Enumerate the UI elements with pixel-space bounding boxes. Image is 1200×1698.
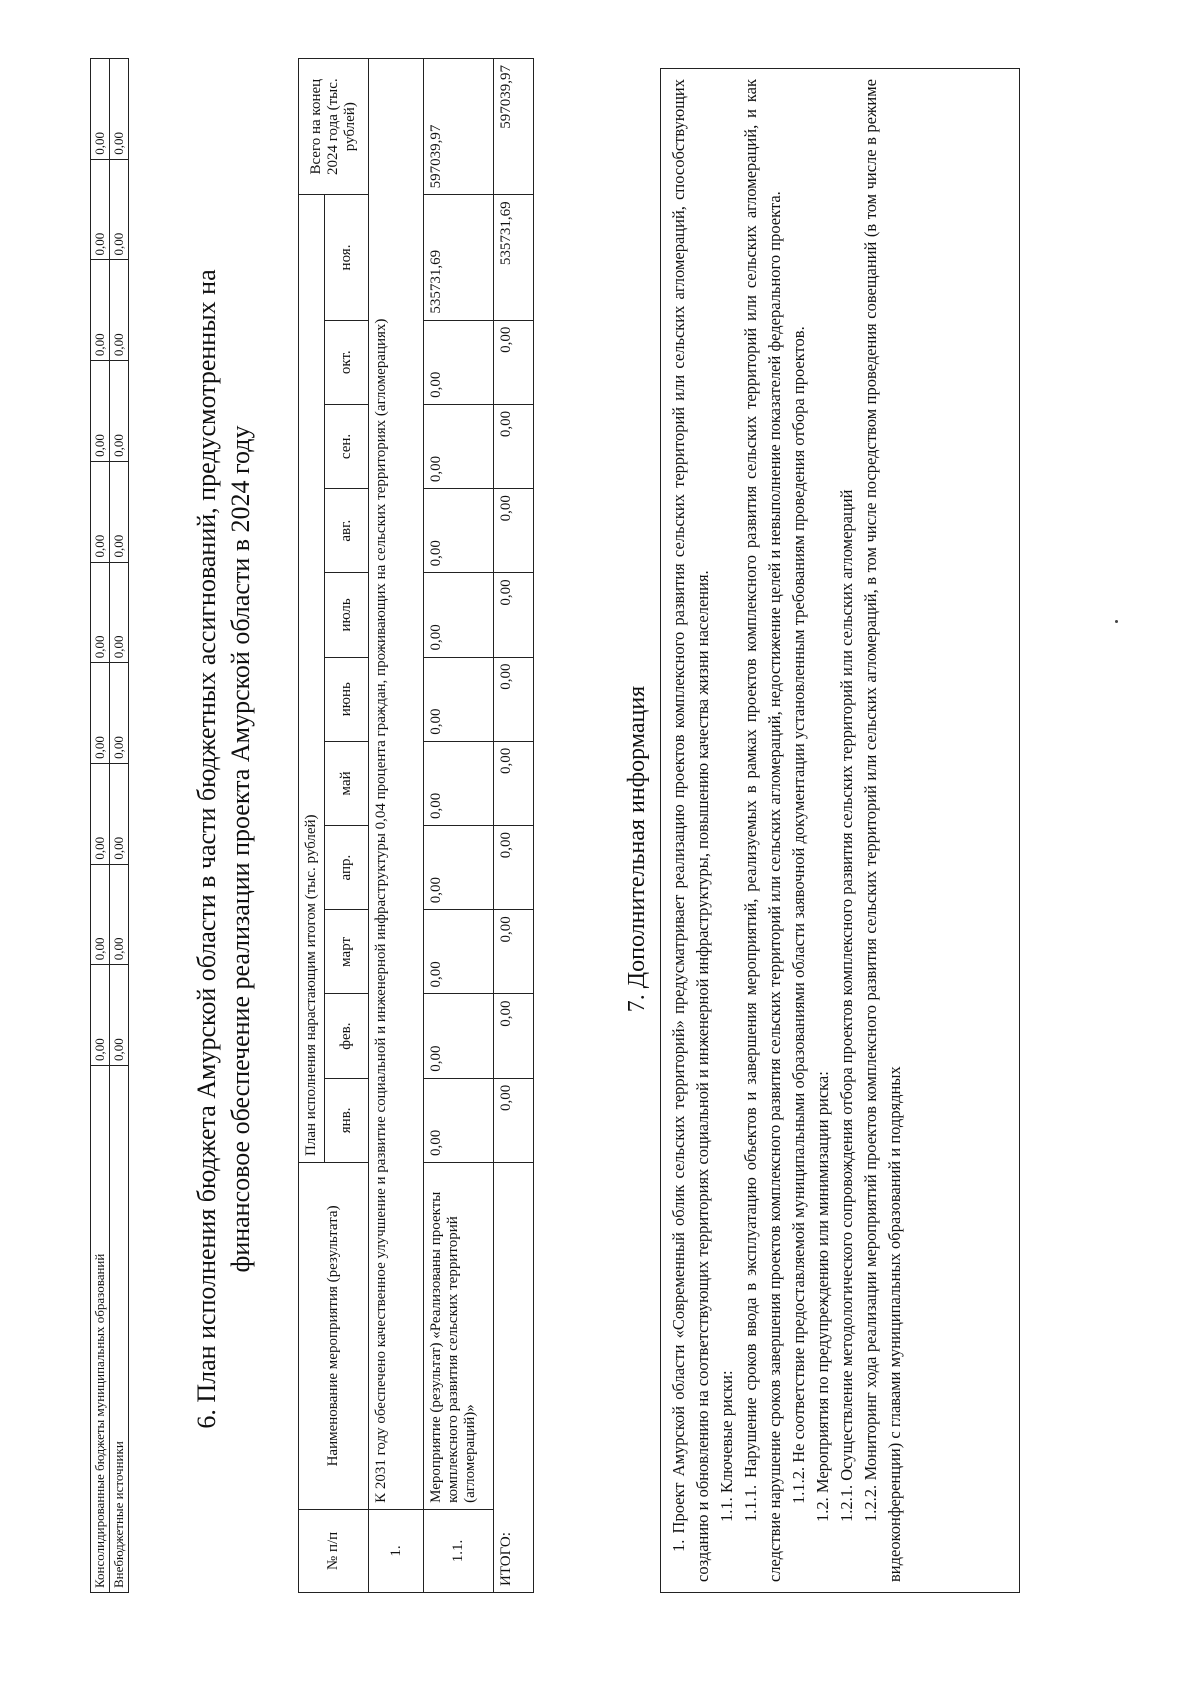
- funding-cell: 0,00: [110, 864, 129, 965]
- header-month: май: [325, 741, 369, 825]
- header-month: март: [325, 910, 369, 994]
- funding-row: [91, 59, 110, 1593]
- total-month-value: 0,00: [494, 657, 534, 741]
- event-number: 1.1.: [424, 1509, 494, 1592]
- funding-cell: 0,00: [110, 965, 129, 1066]
- funding-cell: 0,00: [110, 461, 129, 562]
- info-paragraph-4: 1.1.2. Не соответствие предоставляемой муниципальными образованиями области заявочной документации установленным требованиям проведения отбора проектов.: [789, 326, 808, 1504]
- event-total-value: 597039,97: [424, 59, 494, 195]
- section6-title-line2: финансовое обеспечение реализации проекта Амурской области в 2024 году: [226, 425, 255, 1273]
- funding-cell: 0,00: [110, 59, 129, 160]
- info-paragraph-6: 1.2.1. Осуществление методологического сопровождения отбора проектов комплексного развития сельских территорий или сельских агломераций: [837, 489, 856, 1522]
- event-month-value: 0,00: [424, 910, 494, 994]
- total-month-value: 535731,69: [494, 195, 534, 320]
- funding-cell: 0,00: [91, 59, 110, 160]
- info-paragraph-1: 1. Проект Амурской области «Современный облик сельских территорий» предусматривает реализацию проектов комплексного развития сельских территорий или сельских агломераций, способствующих созданию и обновлению на соответствующих территориях социальной и инженерной инфраструктуры, повышению качества жизни населения.: [669, 79, 712, 1582]
- event-month-value: 535731,69: [424, 195, 494, 320]
- header-month: янв.: [325, 1078, 369, 1162]
- funding-cell: 0,00: [91, 159, 110, 260]
- total-total-value: 597039,97: [494, 59, 534, 195]
- funding-sources-table: [90, 58, 129, 1593]
- goal-text: К 2031 году обеспечено качественное улучшение и развитие социальной и инженерной инфраструктуры 0,04 процента граждан, проживающих на сельских территориях (агломерациях): [369, 59, 424, 1510]
- header-plan: План исполнения нарастающим итогом (тыс. рублей): [299, 195, 325, 1163]
- funding-row-label: Внебюджетные источники: [110, 1065, 129, 1592]
- info-paragraph-3: 1.1.1. Нарушение сроков ввода в эксплуатацию объектов и завершения мероприятий, реализуемых в рамках проектов комплексного развития сельских территорий или сельских агломераций, и как следствие нарушение сроков завершения проектов комплексного развития сельских территорий или сельских агломераций, недостижение целей и невыполнение показателей федерального проекта.: [741, 79, 784, 1582]
- header-month: ноя.: [325, 195, 369, 320]
- funding-row-label: Консолидированные бюджеты муниципальных образований: [91, 1065, 110, 1592]
- total-month-value: 0,00: [494, 1078, 534, 1162]
- event-month-value: 0,00: [424, 741, 494, 825]
- funding-cell: 0,00: [91, 361, 110, 462]
- header-number: № п/п: [299, 1509, 369, 1592]
- event-month-value: 0,00: [424, 489, 494, 573]
- total-month-value: 0,00: [494, 826, 534, 910]
- total-month-value: 0,00: [494, 489, 534, 573]
- funding-cell: 0,00: [110, 159, 129, 260]
- header-month: июль: [325, 573, 369, 657]
- header-month: апр.: [325, 826, 369, 910]
- funding-cell: 0,00: [110, 663, 129, 764]
- event-month-value: 0,00: [424, 994, 494, 1078]
- header-month: авг.: [325, 489, 369, 573]
- additional-info-box: [660, 68, 1020, 1593]
- total-month-value: 0,00: [494, 404, 534, 488]
- funding-cell: 0,00: [91, 461, 110, 562]
- total-month-value: 0,00: [494, 910, 534, 994]
- section7-title: 7. Дополнительная информация: [624, 685, 650, 1013]
- total-month-value: 0,00: [494, 573, 534, 657]
- goal-number: 1.: [369, 1509, 424, 1592]
- funding-cell: 0,00: [91, 260, 110, 361]
- total-month-value: 0,00: [494, 994, 534, 1078]
- total-month-value: 0,00: [494, 320, 534, 404]
- funding-cell: 0,00: [110, 361, 129, 462]
- funding-cell: 0,00: [110, 562, 129, 663]
- budget-plan-table: [298, 58, 534, 1593]
- info-paragraph-2: 1.1. Ключевые риски:: [717, 1370, 736, 1522]
- header-month: сен.: [325, 404, 369, 488]
- funding-cell: 0,00: [110, 260, 129, 361]
- funding-cell: 0,00: [91, 663, 110, 764]
- funding-cell: 0,00: [110, 763, 129, 864]
- funding-cell: 0,00: [91, 864, 110, 965]
- header-month: окт.: [325, 320, 369, 404]
- event-month-value: 0,00: [424, 657, 494, 741]
- total-month-value: 0,00: [494, 741, 534, 825]
- header-month: июнь: [325, 657, 369, 741]
- header-name: Наименование мероприятия (результата): [299, 1162, 369, 1509]
- header-month: фев.: [325, 994, 369, 1078]
- info-paragraph-7: 1.2.2. Мониторинг хода реализации мероприятий проектов комплексного развития сельских территорий или сельских агломераций, в том числе посредством проведения совещаний (в том числе в режиме видеоконференции) с главами муниципальных образований и подрядных: [861, 79, 904, 1582]
- event-name: Мероприятие (результат) «Реализованы проекты комплексного развития сельских территорий (агломераций)»: [424, 1162, 494, 1509]
- total-label: ИТОГО:: [494, 1162, 534, 1592]
- info-paragraph-5: 1.2. Мероприятия по предупреждению или минимизации риска:: [813, 1071, 832, 1522]
- event-month-value: 0,00: [424, 404, 494, 488]
- funding-cell: 0,00: [91, 965, 110, 1066]
- header-total: Всего на конец 2024 года (тыс. рублей): [299, 59, 369, 195]
- scan-speck: [1115, 620, 1118, 623]
- section6-title-line1: 6. План исполнения бюджета Амурской области в части бюджетных ассигнований, предусмотренных на: [192, 269, 221, 1429]
- funding-cell: 0,00: [91, 562, 110, 663]
- funding-cell: 0,00: [91, 763, 110, 864]
- event-month-value: 0,00: [424, 1078, 494, 1162]
- funding-row: [110, 59, 129, 1593]
- event-month-value: 0,00: [424, 573, 494, 657]
- event-month-value: 0,00: [424, 320, 494, 404]
- event-month-value: 0,00: [424, 826, 494, 910]
